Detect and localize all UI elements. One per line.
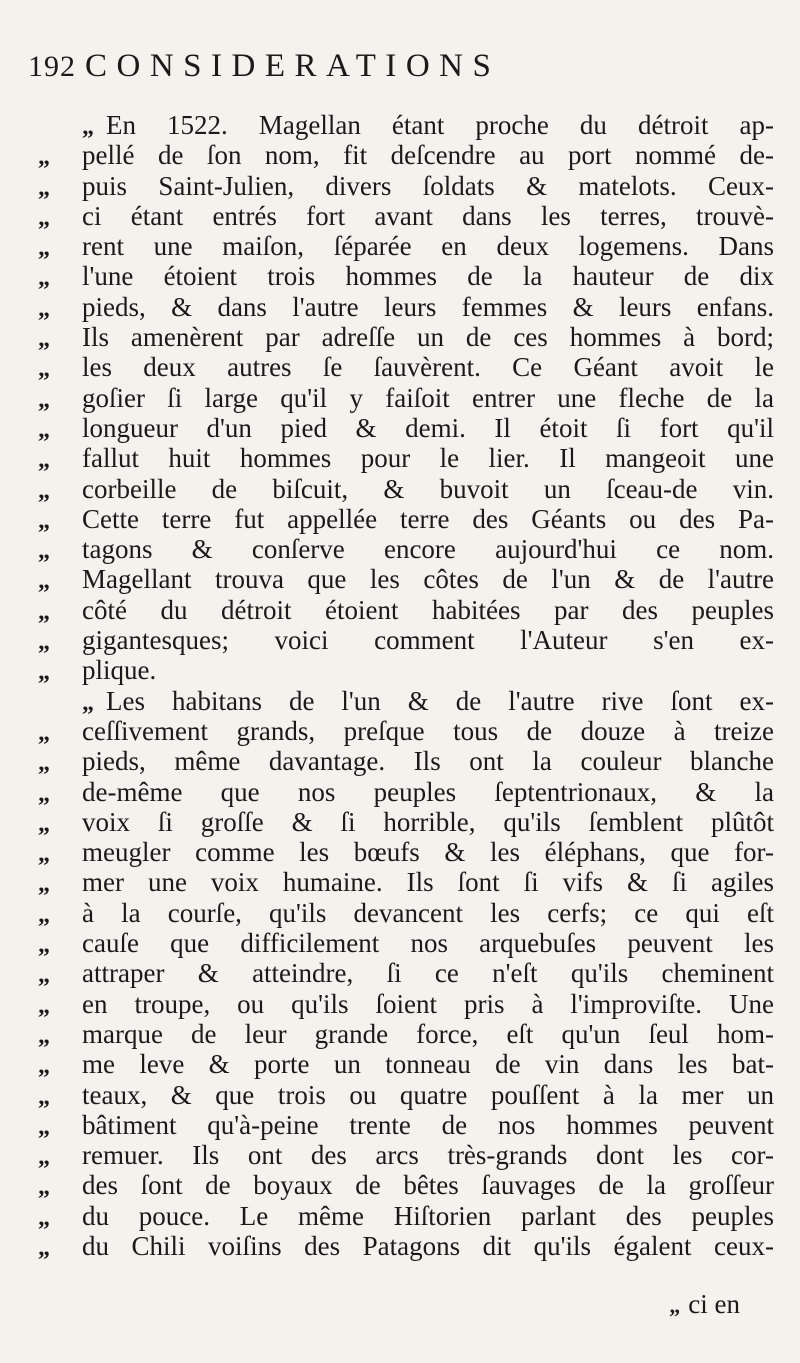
line-text: rent une maiſon, ſéparée en deux logemens. Dans: [82, 231, 774, 262]
line-text: tagons & conſerve encore aujourd'hui ce nom.: [82, 534, 774, 565]
quote-mark: „: [38, 174, 49, 201]
quote-mark: „: [38, 659, 49, 686]
text-line: [38, 564, 778, 594]
quote-mark: „: [38, 235, 49, 262]
quote-mark: „: [38, 295, 49, 322]
line-text: remuer. Ils ont des arcs très-grands dont les cor-: [82, 1140, 774, 1171]
quote-mark: „: [38, 932, 49, 959]
text-line: [38, 867, 778, 897]
line-text: les deux autres ſe ſauvèrent. Ce Géant avoit le: [82, 352, 774, 383]
text-line: [38, 110, 778, 140]
page-header: [28, 48, 728, 88]
line-text: meugler comme les bœufs & les éléphans, que for-: [82, 837, 774, 868]
line-text: mer une voix humaine. Ils ſont ſi vifs & ſi agiles: [82, 867, 774, 898]
quote-mark: „: [38, 416, 49, 443]
quote-mark: „: [38, 1144, 49, 1171]
line-text: ceſſivement grands, preſque tous de douze à treize: [82, 715, 774, 746]
quote-mark: „: [38, 1113, 49, 1140]
quote-mark: „: [38, 750, 49, 777]
line-text: teaux, & que trois ou quatre pouſſent à la mer un: [82, 1079, 774, 1110]
text-line: [38, 837, 778, 867]
quote-mark: „: [38, 598, 49, 625]
text-line: [38, 746, 778, 776]
quote-mark: „: [38, 326, 49, 353]
text-line: [38, 777, 778, 807]
quote-mark: „: [38, 1234, 49, 1261]
quote-mark: „: [38, 538, 49, 565]
quote-mark: „: [82, 689, 93, 716]
line-text: du Chili voiſins des Patagons dit qu'ils égalent ceux-: [82, 1230, 774, 1261]
quote-mark: „: [38, 477, 49, 504]
text-line: [38, 1231, 778, 1261]
text-line: [38, 1049, 778, 1079]
text-line: [38, 655, 778, 685]
line-text: de-même que nos peuples ſeptentrionaux, & la: [82, 776, 774, 807]
quote-mark: „: [38, 386, 49, 413]
quote-mark: „: [38, 356, 49, 383]
quote-mark: „: [38, 204, 49, 231]
line-text: puis Saint-Julien, divers ſoldats & matelots. Ceux-: [82, 170, 774, 201]
text-line: [38, 322, 778, 352]
text-line: [38, 534, 778, 564]
line-text: ci étant entrés fort avant dans les terres, trouvè-: [82, 200, 774, 231]
quote-mark: „: [38, 901, 49, 928]
text-line: [38, 292, 778, 322]
text-line: [38, 1201, 778, 1231]
quote-mark: „: [38, 1174, 49, 1201]
text-line: [38, 474, 778, 504]
line-text: pieds, même davantage. Ils ont la couleur blanche: [82, 746, 774, 777]
quote-mark: „: [38, 507, 49, 534]
line-text: du pouce. Le même Hiſtorien parlant des peuples: [82, 1200, 774, 1231]
quote-mark: „: [38, 144, 49, 171]
quote-mark: „: [38, 1204, 49, 1231]
text-line: [38, 898, 778, 928]
line-text: En 1522. Magellan étant proche du détroit ap-: [106, 110, 774, 140]
quote-mark: „: [38, 992, 49, 1019]
text-line: [38, 1140, 778, 1170]
catchword-text: ci en: [688, 1289, 740, 1319]
catchword-quote-mark: „: [669, 1293, 681, 1318]
line-text: goſier ſi large qu'il y faiſoit entrer une fleche de la: [82, 382, 774, 413]
line-text: attraper & atteindre, ſi ce n'eſt qu'ils cheminent: [82, 958, 774, 989]
text-line: [38, 1110, 778, 1140]
line-text: en troupe, ou qu'ils ſoient pris à l'improviſte. Une: [82, 988, 774, 1019]
text-line: [38, 686, 778, 716]
line-text: plique.: [82, 655, 157, 686]
text-line: [38, 171, 778, 201]
line-text: gigantesques; voici comment l'Auteur s'en ex-: [82, 625, 774, 656]
text-line: [38, 958, 778, 988]
page-number: 192: [28, 50, 76, 83]
quote-mark: „: [38, 810, 49, 837]
quote-mark: „: [38, 629, 49, 656]
quote-mark: „: [38, 1053, 49, 1080]
body-text: [38, 110, 778, 1261]
quote-mark: „: [38, 1083, 49, 1110]
quote-mark: „: [38, 447, 49, 474]
line-text: côté du détroit étoient habitées par des peuples: [82, 594, 774, 625]
text-line: [38, 716, 778, 746]
line-text: Les habitans de l'un & de l'autre rive ſont ex-: [106, 685, 774, 716]
text-line: [38, 928, 778, 958]
line-text: corbeille de biſcuit, & buvoit un ſceau-de vin.: [82, 473, 774, 504]
text-line: [38, 625, 778, 655]
text-line: [38, 807, 778, 837]
line-text: marque de leur grande force, eſt qu'un ſeul hom-: [82, 1018, 774, 1049]
line-text: pellé de ſon nom, fit deſcendre au port nommé de-: [82, 140, 774, 171]
line-text: Cette terre fut appellée terre des Géants ou des Pa-: [82, 503, 774, 534]
line-text: l'une étoient trois hommes de la hauteur de dix: [82, 261, 774, 292]
text-line: [38, 352, 778, 382]
text-line: [38, 989, 778, 1019]
line-text: Ils amenèrent par adreſſe un de ces hommes à bord;: [82, 322, 774, 353]
line-text: bâtiment qu'à-peine trente de nos hommes peuvent: [82, 1109, 774, 1140]
text-line: [38, 1080, 778, 1110]
quote-mark: „: [38, 962, 49, 989]
quote-mark: „: [38, 265, 49, 292]
text-line: [38, 504, 778, 534]
text-line: [38, 261, 778, 291]
line-text: longueur d'un pied & demi. Il étoit ſi fort qu'il: [82, 412, 774, 443]
line-text: pieds, & dans l'autre leurs femmes & leurs enfans.: [82, 291, 774, 322]
text-line: [38, 140, 778, 170]
text-line: [38, 1170, 778, 1200]
line-text: Magellant trouva que les côtes de l'un & de l'autre: [82, 564, 774, 595]
quote-mark: „: [38, 1022, 49, 1049]
text-line: [38, 443, 778, 473]
catchword: [669, 1289, 740, 1320]
quote-mark: „: [38, 841, 49, 868]
text-line: [38, 231, 778, 261]
text-line: [38, 201, 778, 231]
text-line: [38, 595, 778, 625]
running-title: CONSIDERATIONS: [85, 48, 501, 84]
line-text: fallut huit hommes pour le lier. Il mangeoit une: [82, 443, 774, 474]
text-line: [38, 413, 778, 443]
text-line: [38, 383, 778, 413]
quote-mark: „: [82, 114, 93, 140]
line-text: des ſont de boyaux de bêtes ſauvages de la groſſeur: [82, 1170, 774, 1201]
quote-mark: „: [38, 568, 49, 595]
line-text: à la courſe, qu'ils devancent les cerfs; ce qui eſt: [82, 897, 774, 928]
quote-mark: „: [38, 871, 49, 898]
line-text: cauſe que difficilement nos arquebuſes peuvent les: [82, 928, 774, 959]
text-line: [38, 1019, 778, 1049]
line-text: me leve & porte un tonneau de vin dans les bat-: [82, 1049, 774, 1080]
line-text: voix ſi groſſe & ſi horrible, qu'ils ſemblent plûtôt: [82, 806, 774, 837]
quote-mark: „: [38, 719, 49, 746]
quote-mark: „: [38, 780, 49, 807]
